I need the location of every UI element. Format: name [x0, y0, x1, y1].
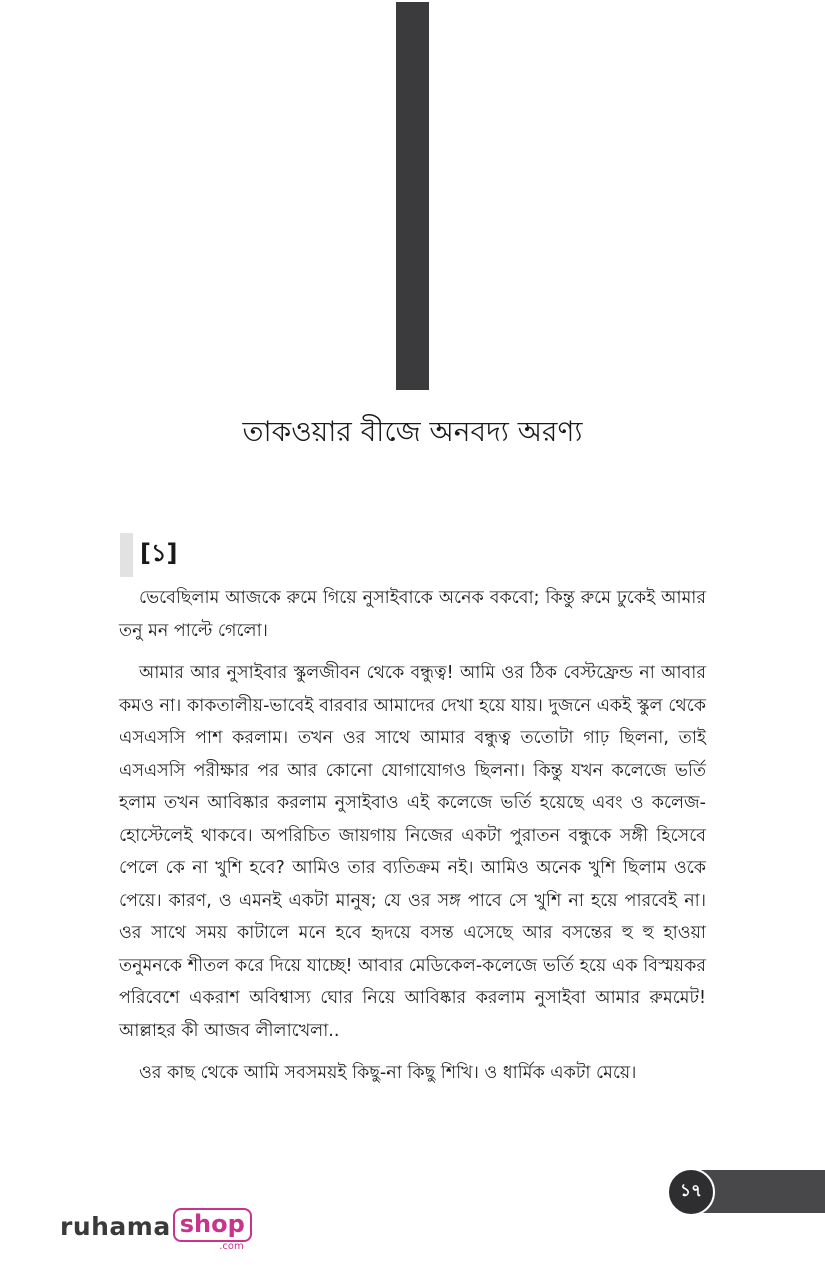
body-text — [119, 582, 706, 1100]
chapter-title: তাকওয়ার বীজে অনবদ্য অরণ্য — [242, 415, 583, 448]
section-marker-bar — [120, 533, 133, 577]
logo-domain: .com — [219, 1241, 244, 1252]
paragraph: ভেবেছিলাম আজকে রুমে গিয়ে নুসাইবাকে অনেক বকবো; কিন্তু রুমে ঢুকেই আমার তনু মন পাল্টে গেলো। — [119, 588, 706, 641]
chapter-decor-bar — [396, 2, 429, 390]
ruhamashop-logo — [60, 1210, 252, 1252]
section-number: [১] — [140, 539, 178, 567]
section-marker — [120, 533, 178, 577]
logo-brand-right: shop — [173, 1208, 252, 1242]
paragraph: আমার আর নুসাইবার স্কুলজীবন থেকে বন্ধুত্ব! আমি ওর ঠিক বেস্টফ্রেন্ড না আবার কমও না। কাকতালীয়-ভাবেই বারবার আমাদের দেখা হয়ে যায়। দুজনে একই স্কুল থেকে এসএসসি পাশ করলাম। তখন ওর সাথে আমার বন্ধুত্ব ততোটা গাঢ় ছিলনা, তাই এসএসসি পরীক্ষার পর আর কোনো যোগাযোগও ছিলনা। কিন্তু যখন কলেজে ভর্তি হলাম তখন আবিষ্কার করলাম নুসাইবাও এই কলেজে ভর্তি হয়েছে এবং ও কলেজ-হোস্টেলেই থাকবে। অপরিচিত জায়গায় নিজের একটা পুরাতন বন্ধুকে সঙ্গী হিসেবে পেলে কে না খুশি হবে? আমিও তার ব্যতিক্রম নই। আমিও অনেক খুশি ছিলাম ওকে পেয়ে। কারণ, ও এমনই একটা মানুষ; যে ওর সঙ্গ পাবে সে খুশি না হয়ে পারবেই না। ওর সাথে সময় কাটালে মনে হবে হৃদয়ে বসন্ত এসেছে আর বসন্তের হু হু হাওয়া তনুমনকে শীতল করে দিয়ে যাচ্ছে! আবার মেডিকেল-কলেজে ভর্তি হয়ে এক বিস্ময়কর পরিবেশে একরাশ অবিশ্বাস্য ঘোর নিয়ে আবিষ্কার করলাম নুসাইবা আমার রুমমেট! আল্লাহর কী আজব লীলাখেলা.. — [119, 663, 706, 1041]
logo-shop-badge — [173, 1210, 252, 1252]
logo-brand-left: ruhama — [60, 1212, 171, 1241]
page-number: ১৭ — [667, 1168, 715, 1216]
paragraph: ওর কাছ থেকে আমি সবসময়ই কিছু-না কিছু শিখি। ও ধার্মিক একটা মেয়ে। — [139, 1063, 637, 1083]
